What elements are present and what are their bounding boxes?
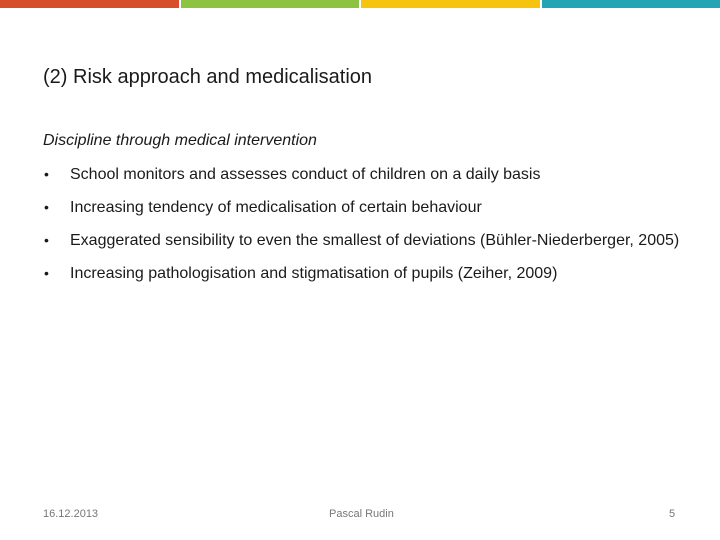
bullet-text: School monitors and assesses conduct of children on a daily basis <box>70 166 541 183</box>
page-number: 5 <box>669 508 676 520</box>
bullet-item <box>43 164 683 185</box>
bullet-item <box>43 230 683 251</box>
bullet-text: Increasing pathologisation and stigmatisation of pupils (Zeiher, 2009) <box>70 265 558 282</box>
color-bar-segment-teal <box>542 0 720 8</box>
bullet-text: Exaggerated sensibility to even the smallest of deviations (Bühler-Niederberger, 2005) <box>70 232 680 249</box>
slide-subtitle: Discipline through medical intervention <box>43 132 317 149</box>
slide-title: (2) Risk approach and medicalisation <box>43 66 373 88</box>
bullet-item <box>43 197 683 218</box>
top-color-bar <box>0 0 720 8</box>
color-bar-segment-green <box>181 0 360 8</box>
color-bar-segment-yellow <box>361 0 540 8</box>
bullet-text: Increasing tendency of medicalisation of certain behaviour <box>70 199 482 216</box>
bullet-list <box>43 164 683 296</box>
bullet-icon: • <box>44 265 49 281</box>
footer-author: Pascal Rudin <box>329 508 394 520</box>
bullet-icon: • <box>44 199 49 215</box>
bullet-item <box>43 263 683 284</box>
bullet-icon: • <box>44 232 49 248</box>
color-bar-segment-red <box>0 0 179 8</box>
bullet-icon: • <box>44 166 49 182</box>
footer-date: 16.12.2013 <box>43 508 99 520</box>
